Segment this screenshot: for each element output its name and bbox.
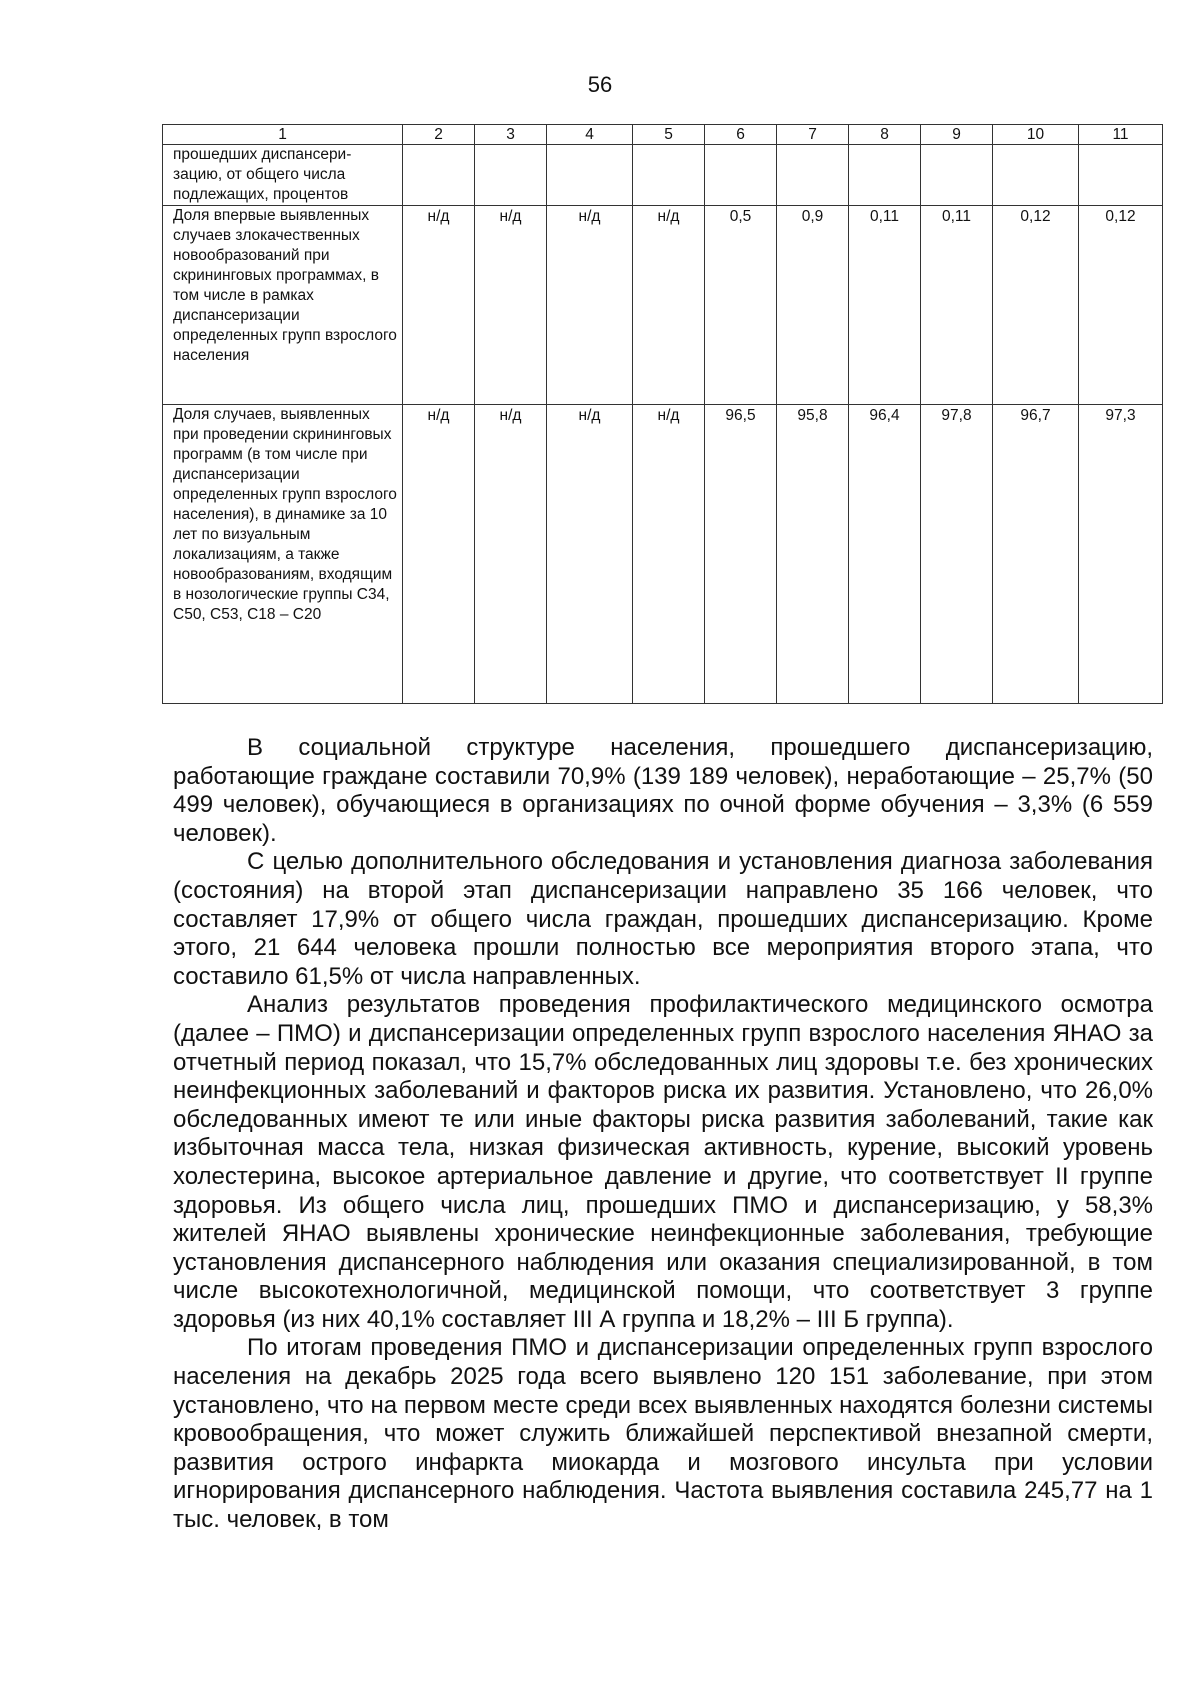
table-cell: 0,12 bbox=[993, 206, 1079, 405]
table-cell: 97,8 bbox=[921, 405, 993, 704]
table-cell bbox=[993, 145, 1079, 206]
table-cell: н/д bbox=[547, 206, 633, 405]
table-cell: н/д bbox=[403, 405, 475, 704]
indicator-table bbox=[162, 124, 1163, 704]
table-cell: 0,5 bbox=[705, 206, 777, 405]
table-header-cell: 9 bbox=[921, 125, 993, 145]
table-cell: 96,5 bbox=[705, 405, 777, 704]
table-cell: 97,3 bbox=[1079, 405, 1163, 704]
table-cell: н/д bbox=[633, 405, 705, 704]
table-cell bbox=[1079, 145, 1163, 206]
table-cell: 0,11 bbox=[921, 206, 993, 405]
table-cell: 96,7 bbox=[993, 405, 1079, 704]
table-row bbox=[163, 145, 1163, 206]
table-header-cell: 11 bbox=[1079, 125, 1163, 145]
table-cell: 0,12 bbox=[1079, 206, 1163, 405]
paragraph: По итогам проведения ПМО и диспансеризации определенных групп взрослого населения на декабрь 2025 года всего выявлено 120 151 заболевание, при этом установлено, что на первом месте среди всех выявленных находятся болезни системы кровообращения, что может служить ближайшей перспективой внезапной смерти, развития острого инфаркта миокарда и мозгового инсульта при условии игнорирования диспансерного наблюдения. Частота выявления составила 245,77 на 1 тыс. человек, в том bbox=[173, 1334, 1153, 1534]
body-text bbox=[173, 734, 1153, 1535]
table-cell bbox=[705, 145, 777, 206]
table-header-cell: 2 bbox=[403, 125, 475, 145]
table-cell: 0,11 bbox=[849, 206, 921, 405]
table-cell bbox=[777, 145, 849, 206]
table-row bbox=[163, 206, 1163, 405]
table-header-cell: 6 bbox=[705, 125, 777, 145]
paragraph: Анализ результатов проведения профилактического медицинского осмотра (далее – ПМО) и диспансеризации определенных групп взрослого населения ЯНАО за отчетный период показал, что 15,7% обследованных лиц здоровы т.е. без хронических неинфекционных заболеваний и факторов риска их развития. Установлено, что 26,0% обследованных имеют те или иные факторы риска развития заболеваний, такие как избыточная масса тела, низкая физическая активность, курение, высокий уровень холестерина, высокое артериальное давление и другие, что соответствует II группе здоровья. Из общего числа лиц, прошедших ПМО и диспансеризацию, у 58,3% жителей ЯНАО выявлены хронические неинфекционные заболевания, требующие установления диспансерного наблюдения или оказания специализированной, в том числе высокотехнологичной, медицинской помощи, что соответствует 3 группе здоровья (из них 40,1% составляет III А группа и 18,2% – III Б группа). bbox=[173, 991, 1153, 1333]
table-cell: 95,8 bbox=[777, 405, 849, 704]
table-cell: н/д bbox=[475, 206, 547, 405]
paragraph: В социальной структуре населения, прошедшего диспансеризацию, работающие граждане составили 70,9% (139 189 человек), неработающие – 25,7% (50 499 человек), обучающиеся в организациях по очной форме обучения – 3,3% (6 559 человек). bbox=[173, 734, 1153, 847]
table-cell bbox=[849, 145, 921, 206]
table-header-cell: 8 bbox=[849, 125, 921, 145]
table-cell: 0,9 bbox=[777, 206, 849, 405]
table-cell bbox=[403, 145, 475, 206]
paragraph: С целью дополнительного обследования и установления диагноза заболевания (состояния) на второй этап диспансеризации направлено 35 166 человек, что составляет 17,9% от общего числа граждан, прошедших диспансеризацию. Кроме этого, 21 644 человека прошли полностью все мероприятия второго этапа, что составило 61,5% от числа направленных. bbox=[173, 848, 1153, 990]
table-header-cell: 4 bbox=[547, 125, 633, 145]
page-number: 56 bbox=[587, 72, 613, 97]
table-row bbox=[163, 405, 1163, 704]
table-cell: 96,4 bbox=[849, 405, 921, 704]
table-cell: н/д bbox=[633, 206, 705, 405]
row-label: Доля впервые выявленных случаев злокачественных новообразований при скрининговых программах, в том числе в рамках диспансеризации определенных групп взрослого населения bbox=[163, 206, 403, 405]
table-header-cell: 1 bbox=[163, 125, 403, 145]
table-cell: н/д bbox=[547, 405, 633, 704]
table-header-cell: 7 bbox=[777, 125, 849, 145]
table-header-cell: 10 bbox=[993, 125, 1079, 145]
row-label: прошедших диспансери-зацию, от общего числа подлежащих, процентов bbox=[163, 145, 403, 206]
table-cell bbox=[921, 145, 993, 206]
table-header-row bbox=[163, 125, 1163, 145]
table-cell bbox=[633, 145, 705, 206]
table-header-cell: 5 bbox=[633, 125, 705, 145]
table-cell: н/д bbox=[403, 206, 475, 405]
table-header-cell: 3 bbox=[475, 125, 547, 145]
table-cell bbox=[547, 145, 633, 206]
table-cell: н/д bbox=[475, 405, 547, 704]
row-label: Доля случаев, выявленных при проведении скрининговых программ (в том числе при диспансеризации определенных групп взрослого населения), в динамике за 10 лет по визуальным локализациям, а также новообразованиям, входящим в нозологические группы С34, С50, С53, С18 – С20 bbox=[163, 405, 403, 704]
table-cell bbox=[475, 145, 547, 206]
